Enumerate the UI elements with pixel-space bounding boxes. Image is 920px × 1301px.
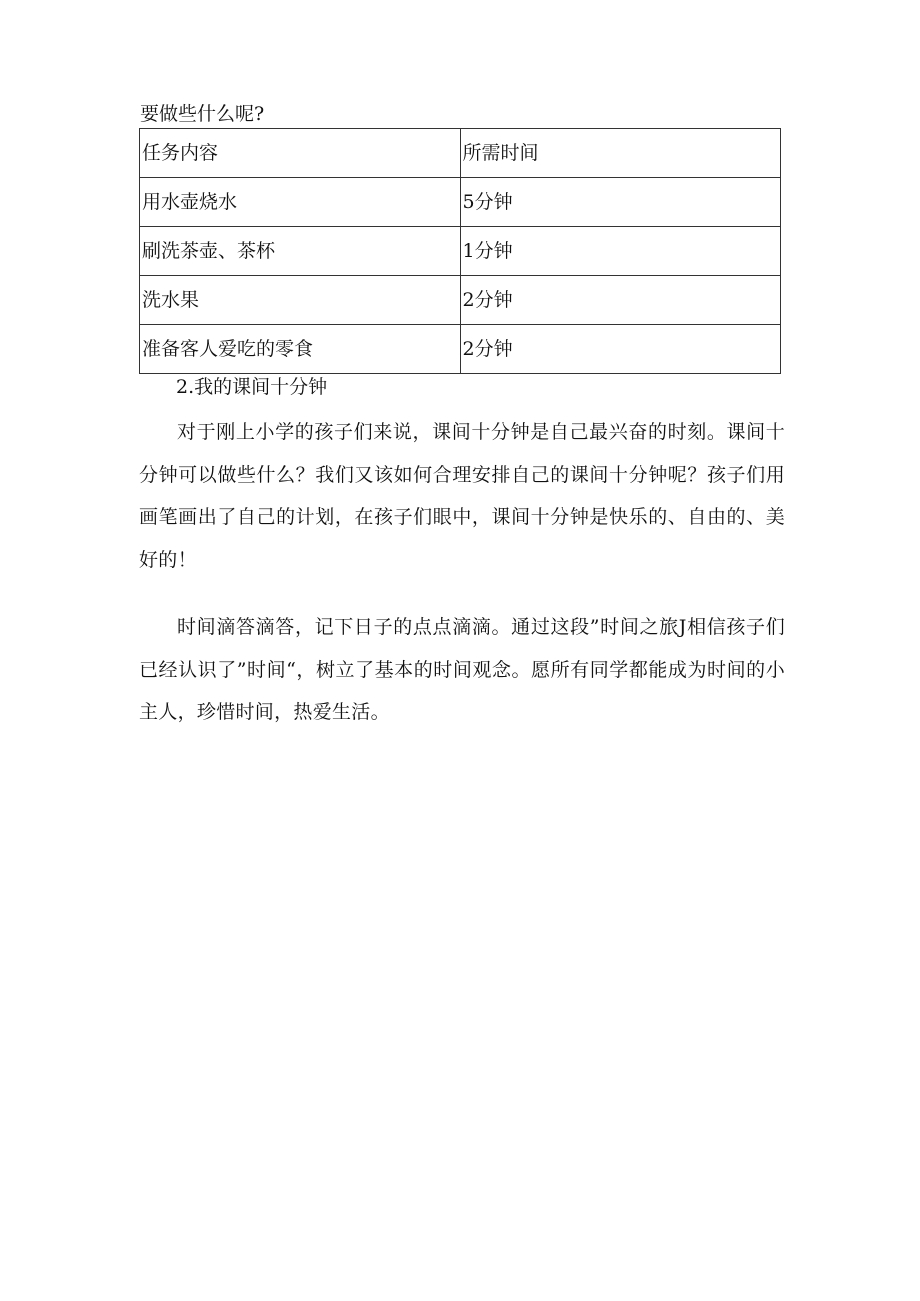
table-cell-task: 刷洗茶壶、茶杯 bbox=[140, 227, 461, 276]
table-cell-task: 准备客人爱吃的零食 bbox=[140, 325, 461, 374]
table-row bbox=[140, 227, 781, 276]
table-row bbox=[140, 325, 781, 374]
table-cell-time: 2分钟 bbox=[460, 276, 780, 325]
task-table bbox=[139, 128, 781, 374]
paragraph: 时间滴答滴答，记下日子的点点滴滴。通过这段”时间之旅J相信孩子们已经认识了”时间“，树立了基本的时间观念。愿所有同学都能成为时间的小主人，珍惜时间，热爱生活。 bbox=[139, 616, 785, 723]
table-cell-time: 1分钟 bbox=[460, 227, 780, 276]
paragraph: 对于刚上小学的孩子们来说，课间十分钟是自己最兴奋的时刻。课间十分钟可以做些什么？我们又该如何合理安排自己的课间十分钟呢？孩子们用画笔画出了自己的计划，在孩子们眼中，课间十分钟是快乐的、自由的、美好的！ bbox=[139, 421, 785, 571]
table-cell-time: 2分钟 bbox=[460, 325, 780, 374]
table-header-time: 所需时间 bbox=[460, 129, 780, 178]
table-header-row bbox=[140, 129, 781, 178]
section-heading: 2.我的课间十分钟 bbox=[176, 376, 328, 398]
table-row bbox=[140, 178, 781, 227]
table-cell-task: 洗水果 bbox=[140, 276, 461, 325]
table-cell-time: 5分钟 bbox=[460, 178, 780, 227]
table-cell-task: 用水壶烧水 bbox=[140, 178, 461, 227]
intro-line: 要做些什么呢? bbox=[140, 103, 265, 125]
table-header-task: 任务内容 bbox=[140, 129, 461, 178]
table-row bbox=[140, 276, 781, 325]
